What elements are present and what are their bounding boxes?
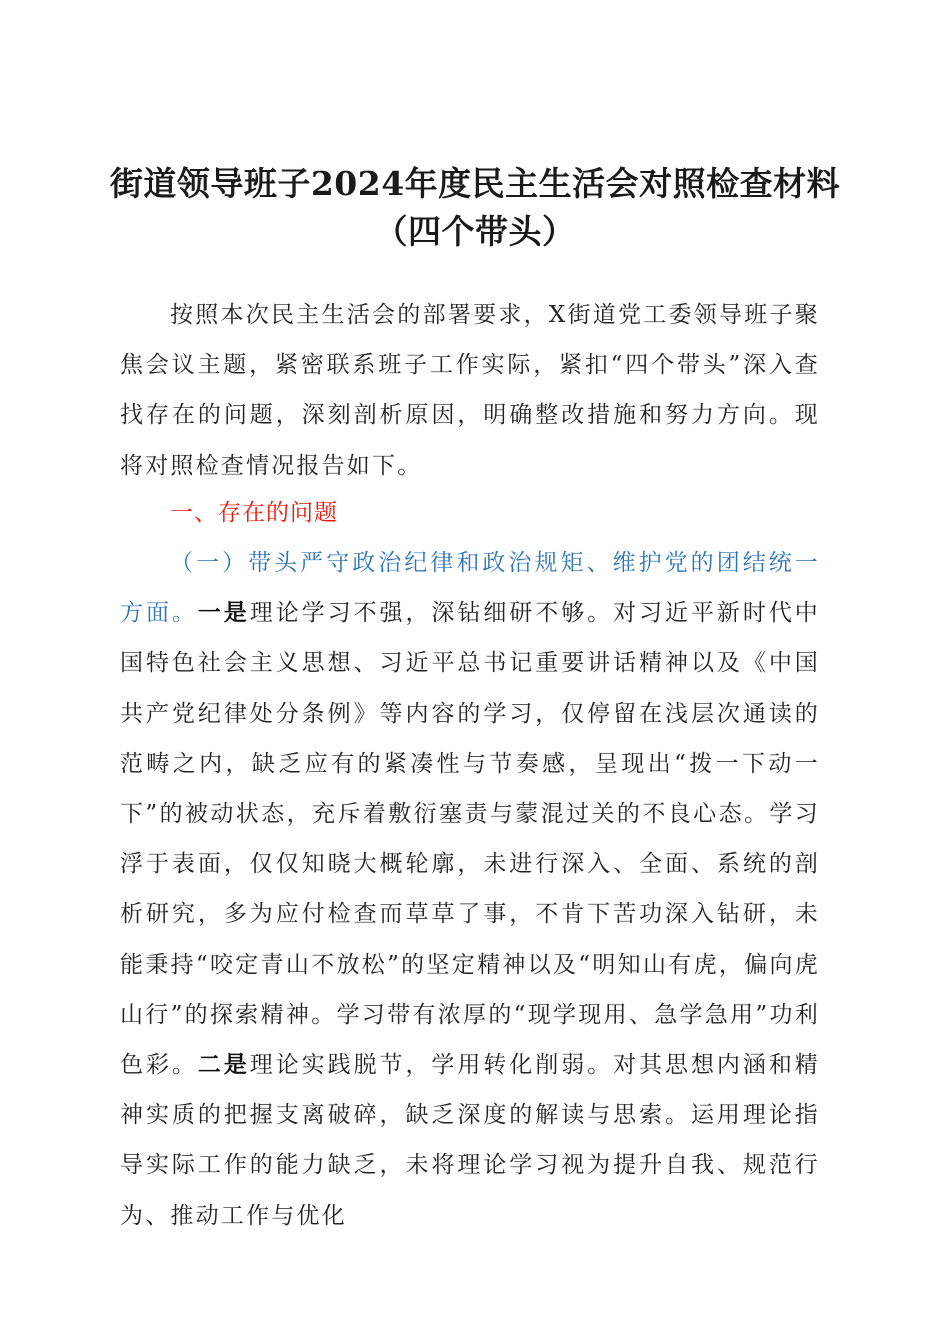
point-one-marker: 一是 bbox=[197, 600, 250, 627]
intro-paragraph: 按照本次民主生活会的部署要求，X街道党工委领导班子聚焦会议主题，紧密联系班子工作实际，紧扣“四个带头”深入查找存在的问题，深刻剖析原因，明确整改措施和努力方向。现将对照检查情况报告如下。 bbox=[120, 302, 820, 479]
subsection-paragraph bbox=[120, 538, 820, 1241]
point-one-text: 理论学习不强，深钻细研不够。对习近平新时代中国特色社会主义思想、习近平总书记重要讲话精神以及《中国共产党纪律处分条例》等内容的学习，仅停留在浅层次通读的范畴之内，缺乏应有的紧凑性与节奏感，呈现出“拨一下动一下”的被动状态，充斥着敷衍塞责与蒙混过关的不良心态。学习浮于表面，仅仅知晓大概轮廓，未进行深入、全面、系统的剖析研究，多为应付检查而草草了事，不肯下苦功深入钻研，未能秉持“咬定青山不放松”的坚定精神以及“明知山有虎，偏向虎山行”的探索精神。学习带有浓厚的“现学现用、急学急用”功利色彩。 bbox=[120, 600, 820, 1079]
point-two-marker: 二是 bbox=[197, 1052, 250, 1079]
section-heading: 一、存在的问题 bbox=[170, 500, 338, 526]
document-title: 街道领导班子2024年度民主生活会对照检查材料（四个带头） bbox=[109, 164, 841, 251]
subsection-heading: （一）带头严守政治纪律和政治规矩、维护党的团结统一方面。 bbox=[120, 550, 820, 627]
point-two-text: 理论实践脱节，学用转化削弱。对其思想内涵和精神实质的把握支离破碎，缺乏深度的解读与思索。运用理论指导实际工作的能力缺乏，未将理论学习视为提升自我、规范行为、推动工作与优化 bbox=[120, 1052, 820, 1229]
